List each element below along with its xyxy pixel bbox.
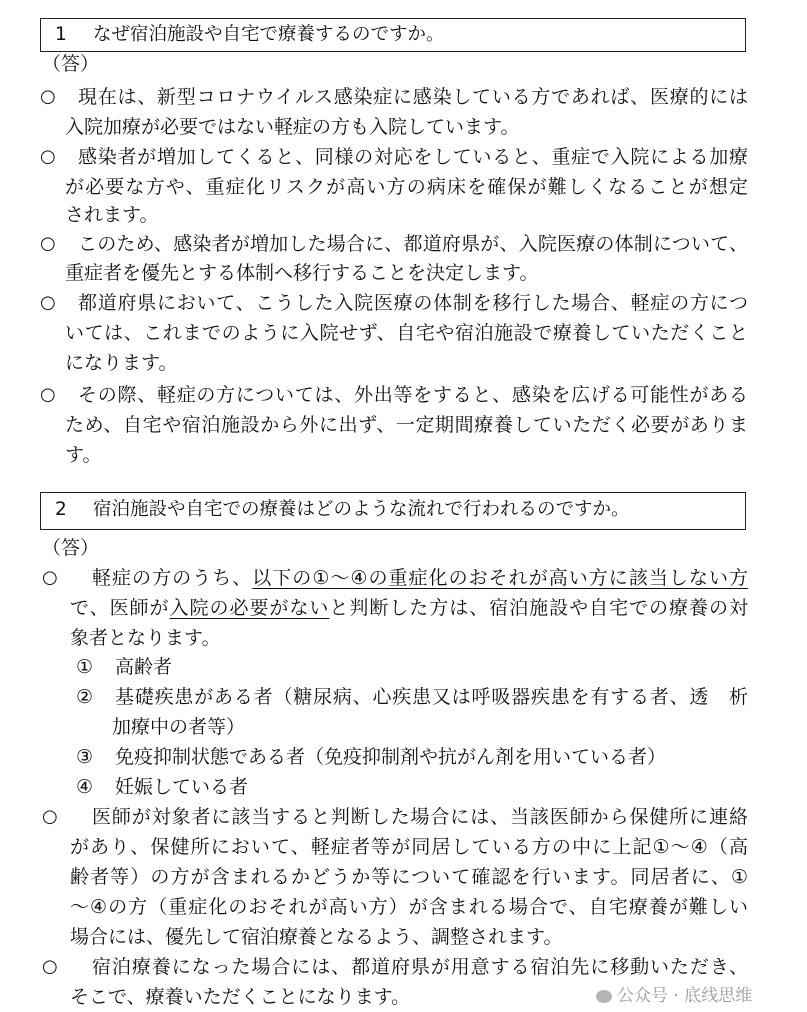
bullet-icon: ○ [40,86,56,107]
paragraph-line: いては、これまでのように入院せず、自宅や宿泊施設で療養していただくこと [65,322,748,344]
paragraph-line: 場合には、優先して宿泊療養となるよう、調整されます。 [70,926,563,948]
paragraph-line: 宿泊療養になった場合には、都道府県が用意する宿泊先に移動いただき、 [92,956,748,978]
paragraph-line: 象者となります。 [70,627,221,649]
text-segment: で、医師が [70,597,170,619]
paragraph-line: 感染者が増加してくると、同様の対応をしていると、重症で入院による加療 [78,146,748,168]
bullet-icon: ○ [40,146,56,167]
item-number: ③ [76,746,94,768]
item-text: 加療中の者等） [112,716,246,738]
bullet-icon: ○ [40,384,56,405]
answer-label: （答） [42,537,100,559]
paragraph-line: す。 [65,444,102,466]
paragraph-line: 重症者を優先とする体制へ移行することを決定します。 [65,262,539,284]
paragraph-line: があり、保健所において、軽症者等が同居している方の中に上記①～④（高 [70,836,748,858]
paragraph-line [92,563,748,593]
paragraph-line [70,593,748,623]
question-box-1 [40,18,746,52]
paragraph-line: 現在は、新型コロナウイルス感染症に感染している方であれば、医療的には [78,86,748,108]
question-number: 1 [55,24,67,45]
item-number: ② [76,686,94,708]
question-text: なぜ宿泊施設や自宅で療養するのですか。 [93,24,445,45]
question-box-2 [40,492,746,530]
paragraph-line: その際、軽症の方については、外出等をすると、感染を広げる可能性がある [78,384,748,406]
paragraph-line: 医師が対象者に該当すると判断した場合には、当該医師から保健所に連絡 [92,806,748,828]
text-segment: 軽症の方のうち、 [92,567,253,589]
paragraph-line: 入院加療が必要ではない軽症の方も入院しています。 [65,116,520,138]
bullet-icon: ○ [42,567,58,588]
watermark-text: 公众号 · 底线思维 [617,986,753,1006]
bullet-icon: ○ [42,806,58,827]
underlined-text: 以下の①～④の重症化のおそれが高い方に該当しない方 [252,567,748,589]
paragraph-line: されます。 [65,204,159,226]
question-text: 宿泊施設や自宅での療養はどのような流れで行われるのですか。 [93,499,630,520]
bullet-icon: ○ [40,292,56,313]
paragraph-line: になります。 [65,352,178,374]
bullet-icon: ○ [40,233,56,254]
paragraph-line: が必要な方や、重症化リスクが高い方の病床を確保が難しくなることが想定 [65,176,748,198]
item-number: ① [76,656,94,678]
item-text: 免疫抑制状態である者（免疫抑制剤や抗がん剤を用いている者） [115,746,667,768]
item-text: 高齢者 [115,656,173,678]
item-number: ④ [76,776,94,798]
question-number: 2 [55,499,67,520]
wechat-icon [596,990,612,1003]
answer-label: （答） [42,53,100,75]
item-text: 妊娠している者 [115,776,249,798]
paragraph-line: ため、自宅や宿泊施設から外に出ず、一定期間療養していただく必要がありま [65,414,748,436]
watermark [596,984,752,1008]
underlined-text: 入院の必要がない [169,597,330,619]
bullet-icon: ○ [42,956,58,977]
item-text: 基礎疾患がある者（糖尿病、心疾患又は呼吸器疾患を有する者、透 析 [115,686,748,708]
paragraph-line: 齢者等）の方が含まれるかどうか等について確認を行います。同居者に、① [70,866,748,888]
paragraph-line: ～④の方（重症化のおそれが高い方）が含まれる場合で、自宅療養が難しい [70,896,748,918]
paragraph-line: このため、感染者が増加した場合に、都道府県が、入院医療の体制について、 [78,233,748,255]
paragraph-line: 都道府県において、こうした入院医療の体制を移行した場合、軽症の方につ [78,292,748,314]
paragraph-line: そこで、療養いただくことになります。 [70,986,411,1008]
text-segment: と判断した方は、宿泊施設や自宅での療養の対 [329,597,748,619]
